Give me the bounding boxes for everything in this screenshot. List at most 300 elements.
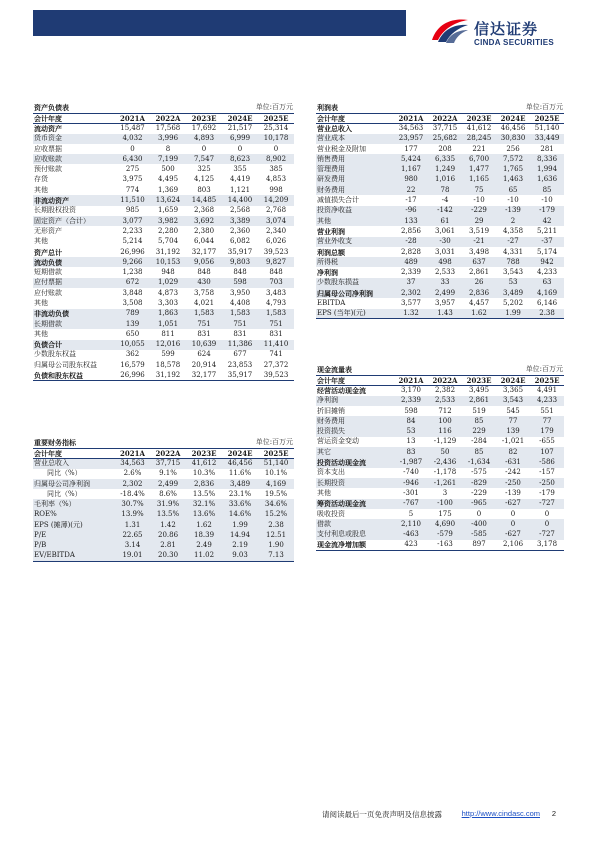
row-label: EV/EBITDA [33,551,115,561]
row-value: 3,543 [496,396,530,406]
row-value: 4,233 [537,268,558,277]
brand-name-en: CINDA SECURITIES [474,38,555,47]
row-value: -21 [462,237,496,247]
row-value: 1,238 [122,268,143,277]
column-header-year: 2024E [496,113,530,123]
row-label: 应付票据 [33,278,115,288]
row-value: -37 [530,237,564,247]
row-value: -586 [530,457,564,467]
cash-flow-table [316,364,564,551]
row-value: 2.19 [222,541,258,551]
row-value: 23,853 [227,360,253,369]
table-row [316,144,564,154]
row-label: 毛利率（%） [33,499,115,509]
row-value: 26 [462,278,496,288]
table-row [33,458,294,468]
table-row [33,370,294,380]
table-row [316,226,564,236]
row-value: 599 [161,350,175,359]
row-value: 175 [438,509,452,518]
row-value: 34.6% [258,499,294,509]
table-row [316,195,564,205]
row-value: 1,029 [150,278,186,288]
column-header-year: 2024E [222,113,258,123]
row-label: 营业利润 [317,226,345,236]
table-unit: 单位:百万元 [255,102,294,111]
row-value: 831 [197,329,211,338]
row-value: 9,266 [115,257,150,267]
row-value: 25,314 [263,124,289,133]
row-value: 139 [496,426,530,436]
row-value: 5,704 [157,237,179,246]
row-label: 其它 [316,447,394,457]
row-value: 12,016 [150,340,186,350]
row-value: -2,436 [428,457,462,467]
row-value: 85 [462,416,496,426]
row-label: 投资损失 [316,426,394,436]
row-value: 3,303 [157,298,179,307]
row-value: 2,302 [394,288,428,298]
row-value: 1.42 [150,520,186,530]
row-value: 8.6% [159,489,177,498]
row-value: 13 [406,437,416,446]
row-value: 1,659 [157,206,179,215]
row-value: 107 [530,447,564,457]
row-value: -627 [496,499,530,509]
row-value: 23.1% [228,489,252,498]
row-value: 3,982 [150,216,186,226]
table-row [316,457,564,467]
table-unit: 单位:百万元 [525,364,564,373]
table-row [316,216,564,226]
row-value: 4,495 [157,175,179,184]
column-header-year: 2023E [186,113,222,123]
column-header-year: 2022A [428,113,462,123]
brand-logo [428,16,578,56]
row-value: 39,523 [258,370,294,380]
row-value: 3,031 [434,247,456,256]
row-value: 741 [269,350,283,359]
column-header-year: 2021A [394,375,428,385]
row-value: 4,873 [157,288,179,297]
row-value: 1,477 [462,164,496,174]
row-value: 545 [506,406,520,415]
row-value: 2,828 [400,247,422,256]
row-value: 3,975 [122,175,143,184]
row-label: 短期借款 [34,268,62,277]
row-value: 1,369 [157,185,179,194]
row-value: 8,336 [530,154,564,164]
row-value: 18,578 [155,360,181,369]
row-value: 4,853 [266,175,287,184]
row-label: 投资活动现金流 [316,457,394,467]
row-value: 8,623 [222,154,258,164]
row-value: 1,463 [496,175,530,185]
row-value: 2,836 [462,288,496,298]
row-value: 2,499 [428,288,462,298]
table-title: 利润表 [317,102,338,112]
row-label: 少数股东损益 [316,278,394,288]
row-label: 营业总收入 [317,124,352,134]
row-value: 2,339 [394,396,428,406]
row-value: 51,140 [258,458,294,468]
table-row [33,350,294,360]
row-value: 2,533 [428,396,462,406]
row-value: 848 [197,268,211,277]
table-row [316,267,564,277]
row-value: 423 [394,540,428,550]
row-value: 1.32 [394,309,428,319]
table-row [316,396,564,406]
table-row [316,288,564,298]
row-value: 10.1% [264,469,288,478]
row-value: 1,167 [394,164,428,174]
row-value: 4,491 [537,386,558,395]
column-header-year: 2021A [394,113,428,123]
row-value: -10 [541,196,553,205]
row-label: 净利润 [316,396,394,406]
row-value: 63 [530,278,564,288]
row-value: 4,893 [186,134,222,144]
row-value: 5,214 [122,237,143,246]
row-value: -727 [530,499,564,509]
header-title-bar [33,10,406,36]
row-value: -631 [496,457,530,467]
row-value: 32,177 [186,370,222,380]
row-value: 22.65 [115,530,150,540]
row-value: 1.31 [115,520,150,530]
table-row [33,237,294,247]
row-value: 28,245 [462,134,496,144]
row-value: 116 [428,426,462,436]
row-label: 负债合计 [33,340,115,350]
row-value: 6,044 [193,237,215,246]
row-value: 2,382 [434,386,456,395]
table-row [33,164,294,174]
row-value: 3,489 [496,288,530,298]
row-label: 归属母公司股东权益 [34,360,97,369]
table-row [316,406,564,416]
row-value: 6,999 [222,134,258,144]
row-value: 677 [233,350,247,359]
row-value: 10,153 [150,257,186,267]
row-value: 14.94 [222,530,258,540]
row-value: 2,340 [266,226,287,235]
row-value: 3 [442,488,448,497]
row-value: -1,634 [462,457,496,467]
row-label: 支付利息或股息 [316,529,394,539]
table-row [316,298,564,308]
row-label: 资本支出 [317,468,345,477]
row-value: 831 [233,329,247,338]
table-row [33,530,294,540]
row-value: 77 [530,416,564,426]
table-row [316,185,564,195]
row-value: 4,125 [193,175,215,184]
row-value: 848 [269,268,283,277]
table-row [316,237,564,247]
brand-name-cn: 信达证券 [474,20,539,38]
row-value: 0 [496,519,530,529]
row-value: 2.81 [150,541,186,551]
table-row [33,309,294,319]
row-value: 6,026 [266,237,287,246]
row-value: 7.13 [258,551,294,561]
table-row [316,540,564,550]
row-value: 1,863 [150,309,186,319]
row-value: 41,612 [466,124,492,133]
row-value: 32.1% [186,499,222,509]
disclaimer-text: 请阅读最后一页免责声明及信息披露 [322,810,442,819]
row-value: 2 [496,216,530,226]
row-value: 21,517 [227,124,253,133]
column-header-year: 2024E [496,375,530,385]
website-link[interactable]: http://www.cindasc.com [461,809,540,818]
row-value: 0 [130,144,135,153]
row-value: 3,758 [193,288,215,297]
row-value: 1,051 [150,319,186,329]
row-value: 13,624 [150,195,186,205]
row-value: 9,803 [222,257,258,267]
row-value: 5,424 [394,154,428,164]
column-header-year: 2024E [222,448,258,458]
row-value: 4,021 [193,298,215,307]
row-value: 6,082 [229,237,251,246]
column-header-year: 2023E [462,113,496,123]
row-value: -463 [394,529,428,539]
table-row [316,134,564,144]
row-value: 4,331 [503,247,524,256]
row-label: 管理费用 [316,164,394,174]
row-value: 53 [496,278,530,288]
row-value: 6,335 [428,154,462,164]
row-value: 3,848 [122,288,143,297]
row-value: -96 [394,206,428,216]
row-label: 财务费用 [316,185,394,195]
table-row [33,175,294,185]
column-header-label: 会计年度 [316,113,394,123]
column-header-year: 2022A [150,113,186,123]
row-value: 41,612 [186,458,222,468]
row-value: 789 [115,309,150,319]
row-value: 3,577 [400,298,422,307]
row-value: 0 [201,144,207,153]
row-value: 637 [462,257,496,267]
row-value: 2.6% [123,469,142,478]
row-value: 16,579 [120,360,145,369]
row-value: 11,410 [258,340,294,350]
row-value: -27 [496,237,530,247]
row-value: 19.01 [115,551,150,561]
row-value: 1,165 [462,175,496,185]
row-value: 5,211 [537,226,558,235]
row-value: 2,533 [434,268,456,277]
table-row [33,267,294,277]
row-value: 31,192 [150,370,186,380]
row-label: 归属母公司净利润 [33,479,115,489]
row-label: 其他 [317,488,331,497]
table-row [33,195,294,205]
row-value: 0 [544,509,550,518]
row-value: -100 [428,499,462,509]
row-label: 固定资产（合计） [33,216,115,226]
row-value: 2,768 [266,206,287,215]
table-row [33,499,294,509]
row-value: 78 [428,185,462,195]
table-row [33,329,294,339]
row-value: 803 [197,185,211,194]
row-value: 2,856 [400,226,422,235]
row-value: 34,563 [115,458,150,468]
table-row [316,175,564,185]
row-label: 非流动负债 [33,309,115,319]
row-value: 139 [115,319,150,329]
table-row [316,385,564,395]
row-label: 投资净收益 [316,206,394,216]
row-value: -1,987 [394,457,428,467]
row-value: -4 [441,196,449,205]
table-row [33,551,294,561]
table-row [33,134,294,144]
row-label: 净利润 [317,268,338,278]
row-value: 355 [233,165,247,174]
row-value: -250 [530,478,564,488]
row-value: 498 [428,257,462,267]
row-value: 14,400 [222,195,258,205]
row-value: 26,996 [120,247,145,256]
row-value: 35,917 [222,370,258,380]
row-value: 3.14 [115,541,150,551]
row-value: 31.9% [150,499,186,509]
row-value: -157 [539,468,555,477]
row-value: -242 [505,468,521,477]
row-value: 0 [530,519,564,529]
column-header-label: 会计年度 [33,448,115,458]
row-value: 37,715 [150,458,186,468]
table-row [33,154,294,164]
row-label: P/E [33,530,115,540]
row-label: 其他 [34,298,48,307]
table-row [316,416,564,426]
table-row [33,226,294,236]
row-value: 1,249 [428,164,462,174]
row-label: 长期投资 [316,478,394,488]
row-value: 0 [237,144,243,153]
row-label: 货币资金 [33,134,115,144]
row-value: 2,302 [115,479,150,489]
row-value: 2,360 [229,226,251,235]
row-value: 177 [404,144,418,153]
table-row [33,510,294,520]
row-value: 33,449 [530,134,564,144]
row-value: 2,836 [186,479,222,489]
row-value: 1,583 [258,309,294,319]
row-label: 无形资产 [34,226,62,235]
row-value: 788 [496,257,530,267]
row-value: 3,519 [469,226,490,235]
row-value: 4,690 [428,519,462,529]
row-value: 10,639 [186,340,222,350]
column-header-year: 2025E [258,448,294,458]
column-header-label: 会计年度 [33,113,115,123]
table-row [316,499,564,509]
row-label: 吸收投资 [317,509,345,518]
row-value: 551 [540,406,554,415]
table-row [33,206,294,216]
row-value: 11.02 [186,551,222,561]
row-value: 14,485 [186,195,222,205]
row-value: 4,233 [530,396,564,406]
row-value: -250 [496,478,530,488]
column-header-year: 2022A [150,448,186,458]
row-value: 35,917 [227,247,253,256]
table-row [33,489,294,499]
row-value: -179 [530,206,564,216]
row-value: 20,914 [191,360,217,369]
row-label: 营业成本 [316,134,394,144]
table-row [33,520,294,530]
row-label: 其他 [34,329,48,338]
column-header-year: 2021A [115,448,150,458]
row-value: 15,487 [120,124,145,133]
row-value: 221 [472,144,486,153]
row-value: 46,456 [222,458,258,468]
table-unit: 单位:百万元 [525,102,564,111]
table-row [33,278,294,288]
row-value: 5,202 [503,298,524,307]
row-value: -30 [428,237,462,247]
row-value: 82 [496,447,530,457]
row-value: 13.6% [186,510,222,520]
row-value: 27,372 [263,360,289,369]
table-row [316,164,564,174]
row-value: 6,700 [462,154,496,164]
row-value: 9,827 [258,257,294,267]
row-value: 275 [125,165,140,174]
row-value: 1,121 [229,185,251,194]
table-row [316,447,564,457]
table-row [33,319,294,329]
table-row [33,216,294,226]
row-value: 811 [161,329,175,338]
row-label: 现金流净增加额 [316,540,394,550]
table-row [316,519,564,529]
row-value: -946 [394,478,428,488]
row-value: 2,380 [193,226,215,235]
row-value: 11,386 [222,340,258,350]
table-row [33,541,294,551]
row-value: 3,074 [258,216,294,226]
row-value: 500 [161,165,175,174]
column-header-year: 2025E [530,375,564,385]
row-value: 831 [269,329,283,338]
row-value: 3,498 [469,247,490,256]
row-value: 20.30 [150,551,186,561]
row-value: 7,572 [496,154,530,164]
table-row [316,123,564,133]
row-value: 624 [197,350,211,359]
row-label: 研发费用 [316,175,394,185]
row-value: -829 [462,478,496,488]
row-label: 筹资活动现金流 [316,499,394,509]
row-label: 营业总收入 [33,458,115,468]
row-value: 2,861 [462,396,496,406]
row-value: 3,365 [502,386,524,395]
row-label: 其他 [34,185,48,194]
row-value: 1.99 [222,520,258,530]
row-value: 751 [222,319,258,329]
row-value: -10 [473,196,485,205]
